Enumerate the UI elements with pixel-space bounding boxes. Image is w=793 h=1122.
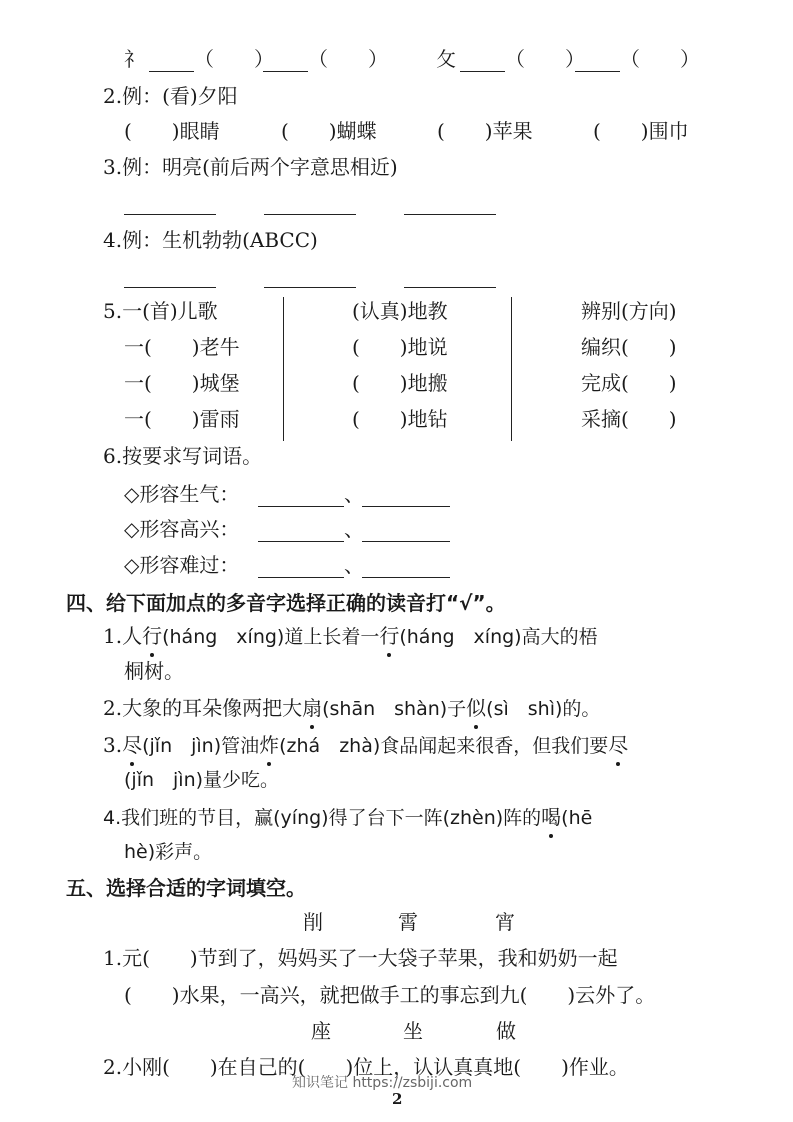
q5-col2: ( )地钻 <box>352 407 448 431</box>
paren-blank: （ ） <box>308 47 388 71</box>
q2-item: ( )蝴蝶 <box>281 119 377 143</box>
s5-line2: 2.小刚( )在自己的( )位上，认认真真地( )作业。 <box>103 1055 629 1079</box>
s4-text: (hē <box>561 807 593 829</box>
dotted-char: 喝 <box>541 805 562 829</box>
s4-line4 <box>103 803 592 832</box>
answer-blank[interactable] <box>258 577 344 578</box>
answer-blank[interactable] <box>575 71 620 72</box>
answer-blank[interactable] <box>362 506 450 507</box>
q6-item: ◇形容难过： <box>124 553 240 577</box>
paren-blank: （ ） <box>620 47 700 71</box>
s4-line2 <box>103 694 600 723</box>
s4-line4-cont: hè)彩声。 <box>124 841 213 863</box>
answer-blank[interactable] <box>362 577 450 578</box>
dotted-char: 尽 <box>608 733 629 757</box>
radical-pu: 攵 <box>436 47 456 71</box>
section4-title: 四、给下面加点的多音字选择正确的读音打“√”。 <box>66 591 506 615</box>
q5-col3: 采摘( ) <box>581 407 677 431</box>
q5-col1: 一( )雷雨 <box>124 407 240 431</box>
s4-text: (jǐn jìn)管油 <box>142 735 260 757</box>
s5-line1-cont: ( )水果，一高兴，就把做手工的事忘到九( )云外了。 <box>124 983 656 1007</box>
answer-blank[interactable] <box>258 506 344 507</box>
s4-text: (sì shì)的。 <box>486 698 601 720</box>
watermark: 知识笔记 https://zsbiji.com <box>292 1075 473 1091</box>
column-divider <box>511 297 512 441</box>
s4-text: (shān shàn)子 <box>322 698 467 720</box>
s4-text: 1.人 <box>103 624 143 648</box>
q5-col2: ( )地搬 <box>352 371 448 395</box>
word-choice: 坐 <box>403 1019 423 1043</box>
q2-label: 2.例：(看)夕阳 <box>103 84 238 108</box>
answer-blank[interactable] <box>362 541 450 542</box>
answer-blank[interactable] <box>149 71 194 72</box>
paren-blank: （ ） <box>505 47 585 71</box>
answer-blank[interactable] <box>460 71 505 72</box>
answer-blank[interactable] <box>258 541 344 542</box>
answer-blank[interactable] <box>404 287 496 288</box>
radical-shi: 礻 <box>124 47 144 71</box>
q5-col1: 一( )城堡 <box>124 371 240 395</box>
page-number: 2 <box>392 1090 403 1108</box>
answer-blank[interactable] <box>264 214 356 215</box>
s4-text: (háng xíng)高大的梧 <box>399 626 598 648</box>
paren-blank: （ ） <box>194 47 274 71</box>
word-choice: 宵 <box>495 910 515 934</box>
q6-label: 6.按要求写词语。 <box>103 444 263 468</box>
section5-title: 五、选择合适的字词填空。 <box>66 876 306 900</box>
q5-col2: ( )地说 <box>352 335 448 359</box>
q5-col3: 编织( ) <box>581 335 677 359</box>
q5-col2: (认真)地教 <box>352 299 448 323</box>
s4-line1-cont: 桐树。 <box>124 659 184 683</box>
s4-line3 <box>103 731 628 760</box>
answer-blank[interactable] <box>124 287 216 288</box>
s4-text: (zhá zhà)食品闻起来很香，但我们要 <box>279 735 609 757</box>
s4-text: 3. <box>103 733 123 757</box>
s4-text: (háng xíng)道上长着一 <box>162 626 380 648</box>
separator: 、 <box>344 482 364 506</box>
q5-col3: 辨别(方向) <box>581 299 677 323</box>
column-divider <box>283 297 284 441</box>
word-choice: 做 <box>496 1019 516 1043</box>
answer-blank[interactable] <box>264 287 356 288</box>
word-choice: 削 <box>303 910 323 934</box>
s4-line1 <box>103 622 598 651</box>
q2-item: ( )围巾 <box>593 119 689 143</box>
q6-item: ◇形容高兴： <box>124 517 240 541</box>
dotted-char: 尽 <box>122 733 143 757</box>
q2-item: ( )眼睛 <box>124 119 220 143</box>
dotted-char: 似 <box>466 696 487 720</box>
dotted-char: 炸 <box>259 733 280 757</box>
word-choice: 霄 <box>398 910 418 934</box>
dotted-char: 扇 <box>302 696 323 720</box>
separator: 、 <box>344 553 364 577</box>
answer-blank[interactable] <box>263 71 308 72</box>
s4-text: 4.我们班的节目，赢(yíng)得了台下一阵(zhèn)阵的 <box>103 807 542 829</box>
s5-line1: 1.元( )节到了，妈妈买了一大袋子苹果，我和奶奶一起 <box>103 946 618 970</box>
q5-col1: 一( )老牛 <box>124 335 240 359</box>
q4-label: 4.例：生机勃勃(ABCC) <box>103 228 318 252</box>
word-choice: 座 <box>311 1019 331 1043</box>
answer-blank[interactable] <box>404 214 496 215</box>
s4-line3-cont: (jǐn jìn)量少吃。 <box>124 769 280 791</box>
s4-text: 2.大象的耳朵像两把大 <box>103 696 303 720</box>
q5-col3: 完成( ) <box>581 371 677 395</box>
dotted-char: 行 <box>142 624 163 648</box>
q5-col1: 5.一(首)儿歌 <box>103 299 218 323</box>
q2-item: ( )苹果 <box>437 119 533 143</box>
q3-label: 3.例：明亮(前后两个字意思相近) <box>103 155 398 179</box>
q6-item: ◇形容生气： <box>124 482 240 506</box>
separator: 、 <box>344 517 364 541</box>
answer-blank[interactable] <box>124 214 216 215</box>
dotted-char: 行 <box>379 624 400 648</box>
